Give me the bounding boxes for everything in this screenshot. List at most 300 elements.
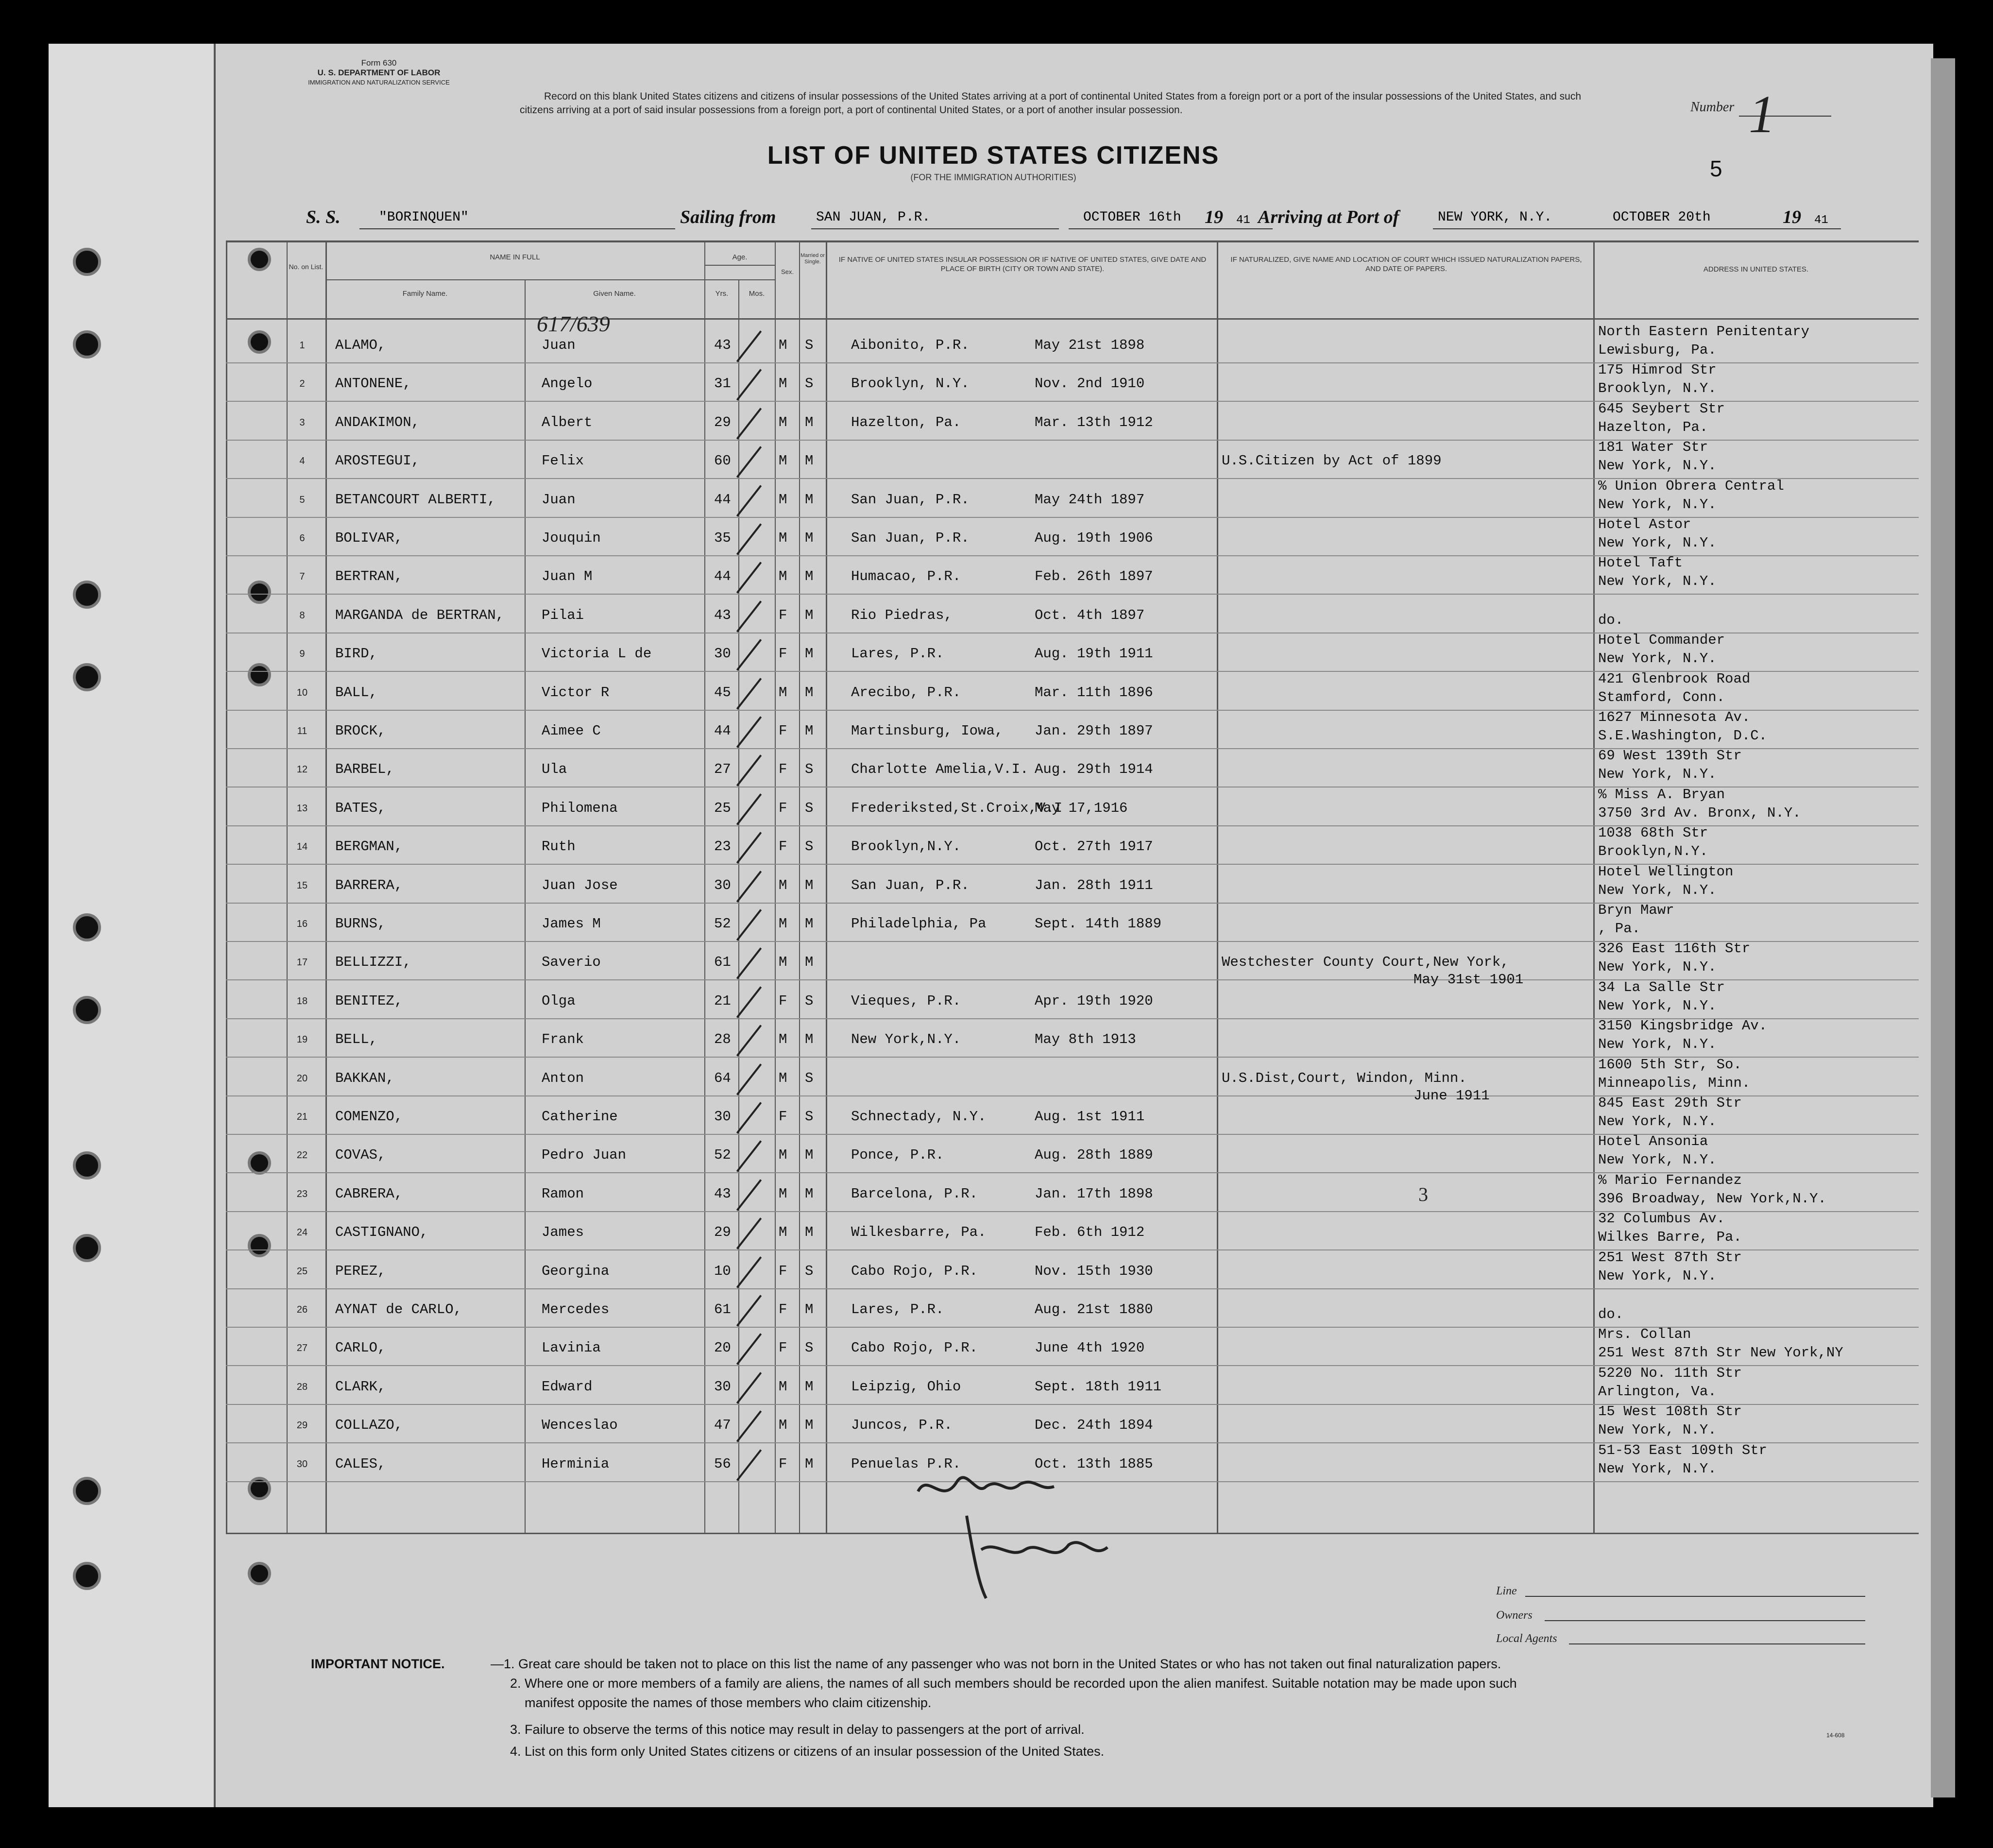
cell-ms: M xyxy=(805,607,814,623)
cell-date: Mar. 11th 1896 xyxy=(1035,684,1153,701)
cell-age: 30 xyxy=(714,1109,731,1125)
cell-given: Victor R xyxy=(542,684,610,701)
table-top-border xyxy=(226,240,1919,242)
cell-given: Victoria L de xyxy=(542,646,652,662)
cell-sex: F xyxy=(779,723,787,739)
cell-ms: M xyxy=(805,568,814,584)
cell-age: 29 xyxy=(714,1224,731,1240)
cell-ms: M xyxy=(805,1379,814,1395)
cell-sex: M xyxy=(779,568,787,584)
cell-place: Ponce, P.R. xyxy=(851,1147,944,1163)
cell-given: Philomena xyxy=(542,800,618,816)
agents-signature-line xyxy=(1569,1643,1865,1644)
cell-date: Nov. 15th 1930 xyxy=(1035,1263,1153,1279)
cell-sex: F xyxy=(779,1109,787,1125)
cell-family: BATES, xyxy=(335,800,386,816)
cell-ms: S xyxy=(805,838,814,855)
cell-place: Charlotte Amelia,V.I. xyxy=(851,761,1029,777)
punch-hole xyxy=(73,1562,101,1590)
cell-place: Lares, P.R. xyxy=(851,646,944,662)
cell-address-line1: Hotel Ansonia xyxy=(1598,1133,1708,1149)
cell-ms: M xyxy=(805,1456,814,1472)
cell-sex: M xyxy=(779,1379,787,1395)
cell-address-line2: New York, N.Y. xyxy=(1598,959,1717,975)
cell-age: 31 xyxy=(714,376,731,392)
cell-place: Frederiksted,St.Croix,V.I xyxy=(851,800,1063,816)
cell-no: 26 xyxy=(296,1304,308,1315)
cell-given: Pedro Juan xyxy=(542,1147,627,1163)
cell-address-line2: Stamford, Conn. xyxy=(1598,689,1725,705)
page-edge xyxy=(1931,58,1955,1797)
cell-place: Arecibo, P.R. xyxy=(851,684,961,701)
cell-address-line1: 1627 Minnesota Av. xyxy=(1598,709,1751,725)
cell-family: PEREZ, xyxy=(335,1263,386,1279)
cell-no: 27 xyxy=(296,1343,308,1353)
cell-no: 13 xyxy=(296,803,308,814)
cell-family: BROCK, xyxy=(335,723,386,739)
cell-sex: F xyxy=(779,1263,787,1279)
punch-hole xyxy=(248,581,271,604)
cell-ms: M xyxy=(805,1417,814,1433)
cell-family: BIRD, xyxy=(335,646,378,662)
cell-address-line2: New York, N.Y. xyxy=(1598,535,1717,551)
cell-date: Jan. 28th 1911 xyxy=(1035,877,1153,893)
page-title: LIST OF UNITED STATES CITIZENS xyxy=(767,141,1220,170)
owners-label: Owners xyxy=(1496,1609,1533,1622)
cell-date: Feb. 26th 1897 xyxy=(1035,568,1153,584)
cell-address-line2: Arlington, Va. xyxy=(1598,1384,1717,1400)
cell-address-line2: Brooklyn, N.Y. xyxy=(1598,380,1717,396)
cell-place: Leipzig, Ohio xyxy=(851,1379,961,1395)
cell-date: Aug. 1st 1911 xyxy=(1035,1109,1145,1125)
cell-address-line1: Hotel Commander xyxy=(1598,632,1725,648)
cell-date: May 17,1916 xyxy=(1035,800,1128,816)
cell-address-line2: 251 West 87th Str New York,NY xyxy=(1598,1345,1843,1361)
cell-date: Apr. 19th 1920 xyxy=(1035,993,1153,1009)
cell-age: 43 xyxy=(714,607,731,623)
ss-label: S. S. xyxy=(306,207,341,227)
cell-age: 56 xyxy=(714,1456,731,1472)
cell-sex: M xyxy=(779,1070,787,1086)
cell-ms: M xyxy=(805,1186,814,1202)
row-rule xyxy=(226,594,1919,595)
line-signature-line xyxy=(1525,1596,1865,1597)
table-header-border xyxy=(226,318,1919,320)
cell-age: 52 xyxy=(714,1147,731,1163)
cell-given: Olga xyxy=(542,993,576,1009)
cell-date: Aug. 19th 1911 xyxy=(1035,646,1153,662)
notice-title: IMPORTANT NOTICE. xyxy=(311,1657,445,1671)
cell-place: Cabo Rojo, P.R. xyxy=(851,1340,978,1356)
cell-family: CALES, xyxy=(335,1456,386,1472)
col-divider xyxy=(775,240,776,1533)
cell-no: 14 xyxy=(296,841,308,852)
cell-address-line2: 396 Broadway, New York,N.Y. xyxy=(1598,1191,1826,1207)
cell-no: 21 xyxy=(296,1112,308,1122)
cell-place: Barcelona, P.R. xyxy=(851,1186,978,1202)
cell-given: Aimee C xyxy=(542,723,601,739)
cell-given: Ramon xyxy=(542,1186,584,1202)
cell-given: Angelo xyxy=(542,376,593,392)
punch-hole xyxy=(248,1151,271,1175)
cell-family: BALL, xyxy=(335,684,378,701)
cell-age: 20 xyxy=(714,1340,731,1356)
cell-ms: M xyxy=(805,916,814,932)
cell-age: 29 xyxy=(714,414,731,430)
cell-no: 4 xyxy=(299,456,305,466)
punch-hole xyxy=(73,581,101,609)
col-header-given: Given Name. xyxy=(593,290,636,298)
cell-given: Frank xyxy=(542,1031,584,1047)
cell-no: 2 xyxy=(299,378,305,389)
agents-label: Local Agents xyxy=(1496,1632,1557,1645)
cell-date: Dec. 24th 1894 xyxy=(1035,1417,1153,1433)
cell-family: COLLAZO, xyxy=(335,1417,403,1433)
cell-place: Wilkesbarre, Pa. xyxy=(851,1224,987,1240)
cell-place: Schnectady, N.Y. xyxy=(851,1109,987,1125)
cell-address-line2: New York, N.Y. xyxy=(1598,458,1717,474)
cell-no: 16 xyxy=(296,919,308,929)
cell-date: Feb. 6th 1912 xyxy=(1035,1224,1145,1240)
cell-age: 64 xyxy=(714,1070,731,1086)
cell-sex: M xyxy=(779,337,787,353)
col-header-family: Family Name. xyxy=(402,290,448,298)
col-header-mos: Mos. xyxy=(749,290,765,298)
col-header-married: Married or Single. xyxy=(800,253,825,265)
cell-given: Wenceslao xyxy=(542,1417,618,1433)
cell-address-line1: Bryn Mawr xyxy=(1598,902,1674,918)
col-divider xyxy=(799,240,800,1533)
cell-ms: M xyxy=(805,453,814,469)
col-header-name: NAME IN FULL xyxy=(490,253,540,261)
cell-address-line1: 175 Himrod Str xyxy=(1598,362,1717,378)
cell-date: May 8th 1913 xyxy=(1035,1031,1136,1047)
form-instructions: Record on this blank United States citizens and citizens of insular possessions of the United States arriving at a port of continental United States from a foreign port or a port of the insular possessions of the United States, and such citizens arriving at a port of said insular possessions from a foreign port, a port of continental United States, or a port of another insular possession. xyxy=(520,91,1581,116)
ship-line xyxy=(359,228,675,229)
cell-place: San Juan, P.R. xyxy=(851,492,970,508)
form-number: Form 630 xyxy=(361,58,397,68)
cell-age: 61 xyxy=(714,1301,731,1318)
cell-ms: S xyxy=(805,993,814,1009)
cell-place: New York,N.Y. xyxy=(851,1031,961,1047)
cell-address-line1: % Union Obrera Central xyxy=(1598,478,1784,494)
table-left-border xyxy=(226,240,227,1533)
row-rule xyxy=(226,1288,1919,1289)
cell-no: 17 xyxy=(296,957,308,968)
cell-address-line1: 69 West 139th Str xyxy=(1598,748,1742,764)
col-header-sex: Sex. xyxy=(781,268,794,275)
cell-sex: F xyxy=(779,607,787,623)
cell-age: 60 xyxy=(714,453,731,469)
cell-age: 10 xyxy=(714,1263,731,1279)
cell-age: 43 xyxy=(714,1186,731,1202)
punch-hole xyxy=(73,248,101,276)
cell-no: 20 xyxy=(296,1073,308,1084)
cell-ms: S xyxy=(805,1070,814,1086)
number-label: Number xyxy=(1690,100,1735,115)
cell-age: 52 xyxy=(714,916,731,932)
cell-address-line2: Hazelton, Pa. xyxy=(1598,419,1708,435)
cell-family: BARBEL, xyxy=(335,761,394,777)
line-label: Line xyxy=(1496,1585,1517,1597)
cell-address-line2: New York, N.Y. xyxy=(1598,1113,1717,1129)
cell-date: May 24th 1897 xyxy=(1035,492,1145,508)
cell-given: Albert xyxy=(542,414,593,430)
cell-address-line1: 1038 68th Str xyxy=(1598,825,1708,841)
cell-address-line2: Brooklyn,N.Y. xyxy=(1598,843,1708,859)
punch-hole xyxy=(73,1477,101,1505)
cell-no: 3 xyxy=(299,417,305,428)
cell-address-line1: 15 West 108th Str xyxy=(1598,1403,1742,1420)
cell-family: ANTONENE, xyxy=(335,376,411,392)
cell-place: Brooklyn,N.Y. xyxy=(851,838,961,855)
cell-ms: S xyxy=(805,800,814,816)
col-divider xyxy=(1593,240,1595,1533)
age-header-split xyxy=(704,265,775,266)
col-header-age: Age. xyxy=(732,253,748,261)
cell-family: BAKKAN, xyxy=(335,1070,394,1086)
form-code: 14-608 xyxy=(1826,1732,1845,1739)
cell-naturalized: U.S.Citizen by Act of 1899 xyxy=(1222,453,1442,469)
cell-address-line2: New York, N.Y. xyxy=(1598,496,1717,513)
cell-family: BERTRAN, xyxy=(335,568,403,584)
cell-place: Cabo Rojo, P.R. xyxy=(851,1263,978,1279)
name-header-split xyxy=(325,279,775,280)
cell-sex: F xyxy=(779,1340,787,1356)
cell-place: Brooklyn, N.Y. xyxy=(851,376,970,392)
punch-hole xyxy=(248,330,271,354)
cell-no: 15 xyxy=(296,880,308,891)
cell-address-line2: New York, N.Y. xyxy=(1598,1461,1717,1477)
cell-ms: M xyxy=(805,1147,814,1163)
cell-address-line1: Mrs. Collan xyxy=(1598,1326,1691,1342)
cell-sex: M xyxy=(779,1224,787,1240)
cell-ms: S xyxy=(805,1340,814,1356)
arrival-year: 41 xyxy=(1814,214,1828,227)
cell-address-line1: 5220 No. 11th Str xyxy=(1598,1365,1742,1381)
cell-family: AYNAT de CARLO, xyxy=(335,1301,462,1318)
sailing-label: Sailing from xyxy=(680,207,776,227)
cell-sex: F xyxy=(779,800,787,816)
cell-age: 30 xyxy=(714,646,731,662)
cell-sex: F xyxy=(779,993,787,1009)
cell-age: 35 xyxy=(714,530,731,546)
cell-address-line1: Hotel Astor xyxy=(1598,516,1691,532)
cell-address-line1: 181 Water Str xyxy=(1598,439,1708,455)
cell-date: Sept. 14th 1889 xyxy=(1035,916,1162,932)
cell-ms: M xyxy=(805,1224,814,1240)
cell-sex: M xyxy=(779,684,787,701)
cell-no: 8 xyxy=(299,610,305,621)
sailing-date: OCTOBER 16th xyxy=(1083,210,1181,225)
arrival-date: OCTOBER 20th xyxy=(1613,210,1711,225)
cell-given: Jouquin xyxy=(542,530,601,546)
cell-address-line2: S.E.Washington, D.C. xyxy=(1598,728,1768,744)
cell-no: 24 xyxy=(296,1227,308,1238)
cell-address-line1: % Mario Fernandez xyxy=(1598,1172,1742,1188)
cell-address-line2: do. xyxy=(1598,612,1624,628)
cell-date: Mar. 13th 1912 xyxy=(1035,414,1153,430)
punch-hole xyxy=(73,330,101,359)
cell-no: 6 xyxy=(299,533,305,544)
notice-item-4: 4. List on this form only United States citizens or citizens of an insular possession of the United States. xyxy=(510,1744,1105,1759)
cell-date: Aug. 19th 1906 xyxy=(1035,530,1153,546)
cell-date: Oct. 4th 1897 xyxy=(1035,607,1145,623)
cell-date: Jan. 29th 1897 xyxy=(1035,723,1153,739)
cell-sex: M xyxy=(779,376,787,392)
cell-naturalized-date: June 1911 xyxy=(1414,1088,1490,1104)
cell-address-line2: New York, N.Y. xyxy=(1598,573,1717,589)
cell-ms: M xyxy=(805,414,814,430)
cell-address-line1: 421 Glenbrook Road xyxy=(1598,671,1751,687)
notice-item-2: 2. Where one or more members of a family are aliens, the names of all such members should be recorded upon the alien manifest. Suitable notation may be made upon such xyxy=(510,1676,1517,1691)
cell-no: 28 xyxy=(296,1382,308,1392)
cell-family: BERGMAN, xyxy=(335,838,403,855)
col-divider xyxy=(525,279,526,1533)
cell-age: 30 xyxy=(714,877,731,893)
cell-date: Aug. 29th 1914 xyxy=(1035,761,1153,777)
cell-age: 21 xyxy=(714,993,731,1009)
cell-sex: M xyxy=(779,414,787,430)
cell-given: Edward xyxy=(542,1379,593,1395)
punch-hole xyxy=(248,663,271,686)
cell-age: 27 xyxy=(714,761,731,777)
col-header-birth: IF NATIVE OF UNITED STATES INSULAR POSSESSION OR IF NATIVE OF UNITED STATES, GIVE DATE AND PLACE OF BIRTH (CITY OR TOWN AND STATE). xyxy=(838,256,1207,273)
department-name: U. S. DEPARTMENT OF LABOR xyxy=(317,68,441,77)
service-name: IMMIGRATION AND NATURALIZATION SERVICE xyxy=(308,79,450,86)
cell-address-line2: do. xyxy=(1598,1306,1624,1322)
cell-address-line1: 645 Seybert Str xyxy=(1598,401,1725,417)
cell-address-line2: 3750 3rd Av. Bronx, N.Y. xyxy=(1598,805,1801,821)
cell-naturalized-date: May 31st 1901 xyxy=(1414,972,1524,988)
col-header-yrs: Yrs. xyxy=(715,290,729,298)
cell-date: May 21st 1898 xyxy=(1035,337,1145,353)
cell-date: Oct. 27th 1917 xyxy=(1035,838,1153,855)
col-divider xyxy=(826,240,827,1533)
cell-given: Ula xyxy=(542,761,567,777)
col-divider xyxy=(325,240,327,1533)
cell-address-line2: , Pa. xyxy=(1598,921,1641,937)
cell-age: 43 xyxy=(714,337,731,353)
cell-sex: M xyxy=(779,954,787,970)
sailing-year-prefix: 19 xyxy=(1205,207,1223,227)
cell-place: Humacao, P.R. xyxy=(851,568,961,584)
cell-age: 44 xyxy=(714,723,731,739)
punch-hole xyxy=(248,1562,271,1585)
cell-family: BELL, xyxy=(335,1031,378,1047)
owners-signature-line xyxy=(1545,1620,1865,1621)
punch-hole xyxy=(73,1151,101,1180)
cell-date: Sept. 18th 1911 xyxy=(1035,1379,1162,1395)
cell-ms: M xyxy=(805,492,814,508)
cell-family: CLARK, xyxy=(335,1379,386,1395)
cell-place: Vieques, P.R. xyxy=(851,993,961,1009)
cell-family: CASTIGNANO, xyxy=(335,1224,428,1240)
cell-given: Herminia xyxy=(542,1456,610,1472)
ship-name: "BORINQUEN" xyxy=(379,210,469,225)
cell-age: 61 xyxy=(714,954,731,970)
cell-address-line1: North Eastern Penitentary xyxy=(1598,324,1810,340)
cell-ms: M xyxy=(805,684,814,701)
cell-address-line1: % Miss A. Bryan xyxy=(1598,787,1725,803)
cell-family: ALAMO, xyxy=(335,337,386,353)
cell-address-line2: New York, N.Y. xyxy=(1598,1036,1717,1052)
cell-given: Saverio xyxy=(542,954,601,970)
cell-ms: S xyxy=(805,337,814,353)
number-value: 1 xyxy=(1749,85,1775,144)
cell-sex: F xyxy=(779,646,787,662)
cell-no: 19 xyxy=(296,1034,308,1045)
cell-given: Felix xyxy=(542,453,584,469)
cell-given: Anton xyxy=(542,1070,584,1086)
cell-ms: M xyxy=(805,1031,814,1047)
cell-address-line2: Minneapolis, Minn. xyxy=(1598,1075,1751,1091)
cell-address-line2: New York, N.Y. xyxy=(1598,766,1717,782)
cell-ms: M xyxy=(805,954,814,970)
stamp-number: 617/639 xyxy=(537,311,610,336)
cell-no: 11 xyxy=(297,726,307,736)
cell-given: Ruth xyxy=(542,838,576,855)
cell-ms: S xyxy=(805,1263,814,1279)
notice-item-3: 3. Failure to observe the terms of this notice may result in delay to passengers at the port of arrival. xyxy=(510,1722,1085,1737)
cell-address-line2: New York, N.Y. xyxy=(1598,1152,1717,1168)
cell-date: Nov. 2nd 1910 xyxy=(1035,376,1145,392)
cell-date: June 4th 1920 xyxy=(1035,1340,1145,1356)
cell-naturalized: Westchester County Court,New York, xyxy=(1222,954,1509,970)
cell-sex: M xyxy=(779,492,787,508)
notice-item-1: —1. Great care should be taken not to place on this list the name of any passenger who was not born in the United States or who has not taken out final naturalization papers. xyxy=(491,1657,1501,1671)
cell-place: Rio Piedras, xyxy=(851,607,953,623)
cell-address-line2: New York, N.Y. xyxy=(1598,1268,1717,1284)
cell-family: CARLO, xyxy=(335,1340,386,1356)
cell-address-line1: 32 Columbus Av. xyxy=(1598,1211,1725,1227)
punch-hole xyxy=(248,248,271,271)
cell-no: 10 xyxy=(296,687,308,698)
col-divider xyxy=(1217,240,1218,1533)
arrival-year-prefix: 19 xyxy=(1783,207,1801,227)
cell-naturalized: U.S.Dist,Court, Windon, Minn. xyxy=(1222,1070,1467,1086)
cell-ms: M xyxy=(805,877,814,893)
punch-hole xyxy=(248,1234,271,1257)
cell-family: BOLIVAR, xyxy=(335,530,403,546)
cell-given: Juan xyxy=(542,337,576,353)
cell-family: COMENZO, xyxy=(335,1109,403,1125)
cell-given: Juan M xyxy=(542,568,593,584)
cell-family: BELLIZZI, xyxy=(335,954,411,970)
cell-date: Aug. 21st 1880 xyxy=(1035,1301,1153,1318)
cell-age: 47 xyxy=(714,1417,731,1433)
cell-given: Pilai xyxy=(542,607,584,623)
cell-address-line1: 51-53 East 109th Str xyxy=(1598,1442,1768,1458)
cell-family: AROSTEGUI, xyxy=(335,453,420,469)
cell-sex: F xyxy=(779,838,787,855)
col-header-address: ADDRESS IN UNITED STATES. xyxy=(1703,265,1809,274)
cell-sex: M xyxy=(779,453,787,469)
cell-date: Oct. 13th 1885 xyxy=(1035,1456,1153,1472)
cell-address-line2: New York, N.Y. xyxy=(1598,998,1717,1014)
cell-family: CABRERA, xyxy=(335,1186,403,1202)
cell-ms: M xyxy=(805,1301,814,1318)
cell-address-line1: Hotel Taft xyxy=(1598,555,1683,571)
arriving-label: Arriving at Port of xyxy=(1258,207,1399,227)
arrival-port: NEW YORK, N.Y. xyxy=(1438,210,1552,225)
cell-address-line2: New York, N.Y. xyxy=(1598,650,1717,667)
cell-given: Mercedes xyxy=(542,1301,610,1318)
cell-sex: F xyxy=(779,761,787,777)
cell-given: Catherine xyxy=(542,1109,618,1125)
cell-no: 23 xyxy=(296,1189,308,1199)
signature-scribble xyxy=(908,1462,1180,1608)
